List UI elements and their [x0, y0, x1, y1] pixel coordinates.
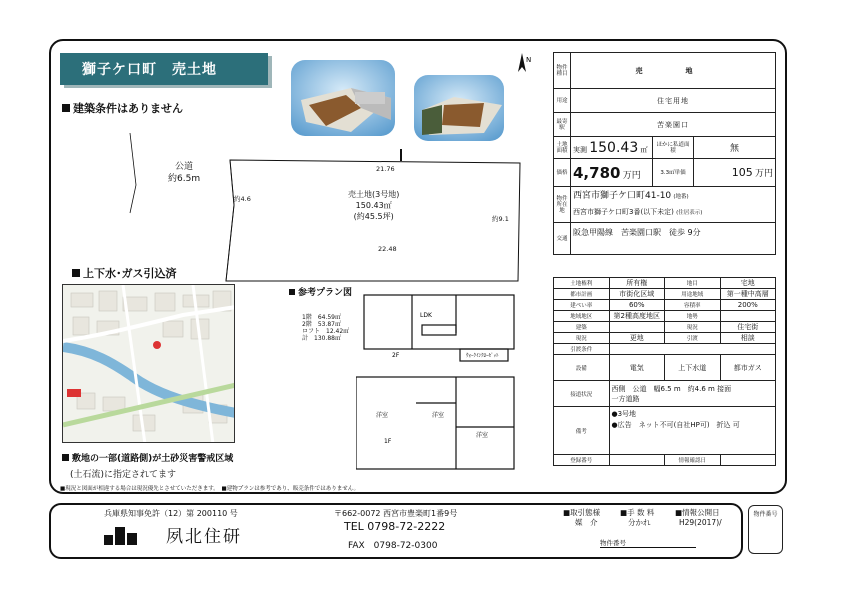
private-road: 無 [694, 137, 776, 159]
far-label: 容積率 [665, 300, 721, 311]
plan-floor1: 1階 64.59㎡ [302, 314, 341, 321]
handover: 相談 [720, 333, 776, 344]
road-access-label: 接道状況 [554, 381, 610, 407]
traffic-label: 交通 [554, 223, 571, 255]
svg-text:洋室: 洋室 [432, 412, 445, 419]
stamp-box: 物件番号 [748, 505, 783, 554]
company-fax: FAX 0798-72-0300 [348, 541, 438, 551]
plan-heading [289, 285, 352, 298]
address-label: 物件所在地 [554, 187, 571, 223]
price-value: 4,780 [573, 163, 621, 182]
env-current: 住宅街 [720, 322, 776, 333]
page-title: 獅子ケ口町 売土地 [60, 53, 268, 85]
env-current-label: 現況 [665, 322, 721, 333]
area-cell [571, 137, 653, 159]
license-number: 兵庫県知事免許（12）第 200110 号 [104, 509, 238, 518]
area-unit: ㎡ [640, 145, 648, 154]
publish-date-label: ■情報公開日 [675, 508, 720, 517]
unit-price-unit: 万円 [754, 169, 773, 179]
facility-water: 上下水道 [665, 355, 721, 381]
fee-value: 分かれ [628, 518, 651, 527]
coverage: 60% [609, 300, 665, 311]
road-name: 公道 [175, 162, 194, 172]
remarks [609, 407, 776, 455]
status: 更地 [609, 333, 665, 344]
deal-label: ■取引態様 [563, 508, 601, 517]
price-unit: 万円 [622, 170, 641, 181]
address-residential: 西宮市獅子ケ口町3番(以下未定) [573, 207, 674, 216]
land-rights: 所有権 [609, 278, 665, 289]
property-number-field: 物件番号 [600, 538, 696, 548]
top-edge-length: 21.76 [376, 165, 395, 173]
registration-label: 登録番号 [554, 455, 610, 466]
unit-price-cell [694, 159, 776, 187]
hazard-text: 敷地の一部(道路側)が土砂災害警戒区域 [72, 454, 234, 464]
address-lot-note: (地番) [673, 193, 689, 200]
fee-label: ■手 数 料 [620, 508, 655, 517]
floor-plan [356, 293, 516, 473]
road-access-2: 一方道路 [611, 394, 640, 403]
hazard-heading-2: (土石流)に指定されてます [70, 470, 177, 480]
svg-text:ｳｫｰｸｲﾝｸﾛｰｾﾞｯﾄ: ｳｫｰｸｲﾝｸﾛｰｾﾞｯﾄ [466, 353, 499, 359]
check-date-label: 情報確認日 [665, 455, 721, 466]
area-map [62, 284, 235, 443]
handover-cond-label: 引渡条件 [554, 344, 610, 355]
land-category: 宅地 [720, 278, 776, 289]
price-cell [571, 159, 653, 187]
plan-title-text: 参考プラン図 [298, 288, 353, 298]
city-plan-label: 都市計画 [554, 289, 610, 300]
facility-gas: 都市ガス [720, 355, 776, 381]
address-residential-note: (住居表示) [676, 209, 703, 216]
far: 200% [720, 300, 776, 311]
use-label: 用途 [554, 89, 571, 113]
plan-floor2: 2階 53.87㎡ [302, 321, 341, 328]
north-arrow-icon [512, 52, 532, 74]
company-logo-icon [104, 523, 138, 545]
coverage-label: 建ぺい率 [554, 300, 610, 311]
private-road-label: ほかに私道面積 [653, 137, 694, 159]
remark-1: ●3号地 [611, 410, 637, 418]
address-cell [571, 187, 776, 223]
lot-tsubo: (約45.5坪) [353, 212, 394, 221]
plan-ldk-label: LDK [420, 312, 432, 319]
svg-text:1F: 1F [384, 438, 392, 445]
company-address: 〒662-0072 西宮市豊楽町1番9号 [334, 509, 458, 518]
road-width: 約6.5m [168, 174, 201, 184]
station-label: 最寄駅 [554, 113, 571, 137]
area-label: 土地面積 [554, 137, 571, 159]
lot-area: 150.43㎡ [355, 201, 392, 210]
plan-loft: ロフト 12.42㎡ [302, 328, 350, 335]
property-use: 住宅用地 [571, 89, 776, 113]
type-label: 物件種目 [554, 53, 571, 89]
unit-price: 105 [731, 166, 753, 179]
lot-name: 売土地(3号地) [348, 190, 400, 199]
deal-value: 媒 介 [575, 518, 598, 527]
road-access [609, 381, 776, 407]
svg-text:N: N [526, 56, 532, 64]
property-type: 売 地 [571, 53, 776, 89]
env-label: 建築 [554, 322, 610, 333]
remark-2: ●広告 ネット不可(自社HP可) 折込 可 [611, 421, 740, 429]
terrain [720, 311, 776, 322]
area-value: 150.43 [589, 139, 639, 156]
svg-text:2F: 2F [392, 352, 400, 359]
facilities-label: 設備 [554, 355, 610, 381]
right-edge-length: 約9.1 [492, 215, 509, 223]
price-label: 価格 [554, 159, 571, 187]
land-rights-label: 土地権利 [554, 278, 610, 289]
bottom-edge-length: 22.48 [378, 245, 397, 253]
condition-heading [62, 100, 183, 116]
status-label: 現況 [554, 333, 610, 344]
fee [620, 508, 654, 528]
nearest-station: 苦楽園口 [571, 113, 776, 137]
zoning: 第一種中高層 [720, 289, 776, 300]
publish-date [675, 508, 722, 528]
left-edge-length: 約4.6 [234, 195, 251, 203]
info-table [553, 52, 776, 255]
road-access-1: 西側 公道 幅6.5 m 約4.6 m 接面 [611, 384, 732, 393]
unit-price-label: 3.3㎡単価 [653, 159, 694, 187]
terrain-label: 地勢 [665, 311, 721, 322]
land-category-label: 地目 [665, 278, 721, 289]
handover-label: 引渡 [665, 333, 721, 344]
deal-type [563, 508, 600, 528]
plan-total: 計 130.88㎡ [302, 335, 341, 342]
condition-text: 建築条件はありません [73, 102, 183, 115]
publish-date-value: H29(2017)/ [679, 518, 722, 527]
company-name: 夙北住研 [166, 527, 242, 547]
area-prefix: 実測 [573, 145, 587, 154]
lot-diagram [122, 125, 534, 285]
road-label [168, 161, 200, 185]
district: 第2種高度地区 [609, 311, 665, 322]
utilities-text: 上下水･ガス引込済 [83, 267, 177, 280]
address-lot: 西宮市獅子ケ口町41-10 [573, 190, 672, 201]
company-tel: TEL 0798-72-2222 [344, 520, 446, 533]
disclaimer: ■現況と図面が相違する場合は現況優先とさせていただきます。 ■建物プランは参考であり、販売条件ではありません。 [60, 486, 360, 492]
facility-electric: 電気 [609, 355, 665, 381]
svg-text:洋室: 洋室 [376, 412, 389, 419]
hazard-heading [62, 451, 233, 464]
plan-areas [302, 314, 349, 342]
city-plan: 市街化区域 [609, 289, 665, 300]
zoning-label: 用途地域 [665, 289, 721, 300]
remarks-label: 備考 [554, 407, 610, 455]
legal-table [553, 277, 776, 466]
svg-text:洋室: 洋室 [476, 432, 489, 439]
traffic: 阪急甲陽線 苦楽園口駅 徒歩 9分 [571, 223, 776, 255]
district-label: 地域地区 [554, 311, 610, 322]
lot-info [348, 189, 399, 222]
